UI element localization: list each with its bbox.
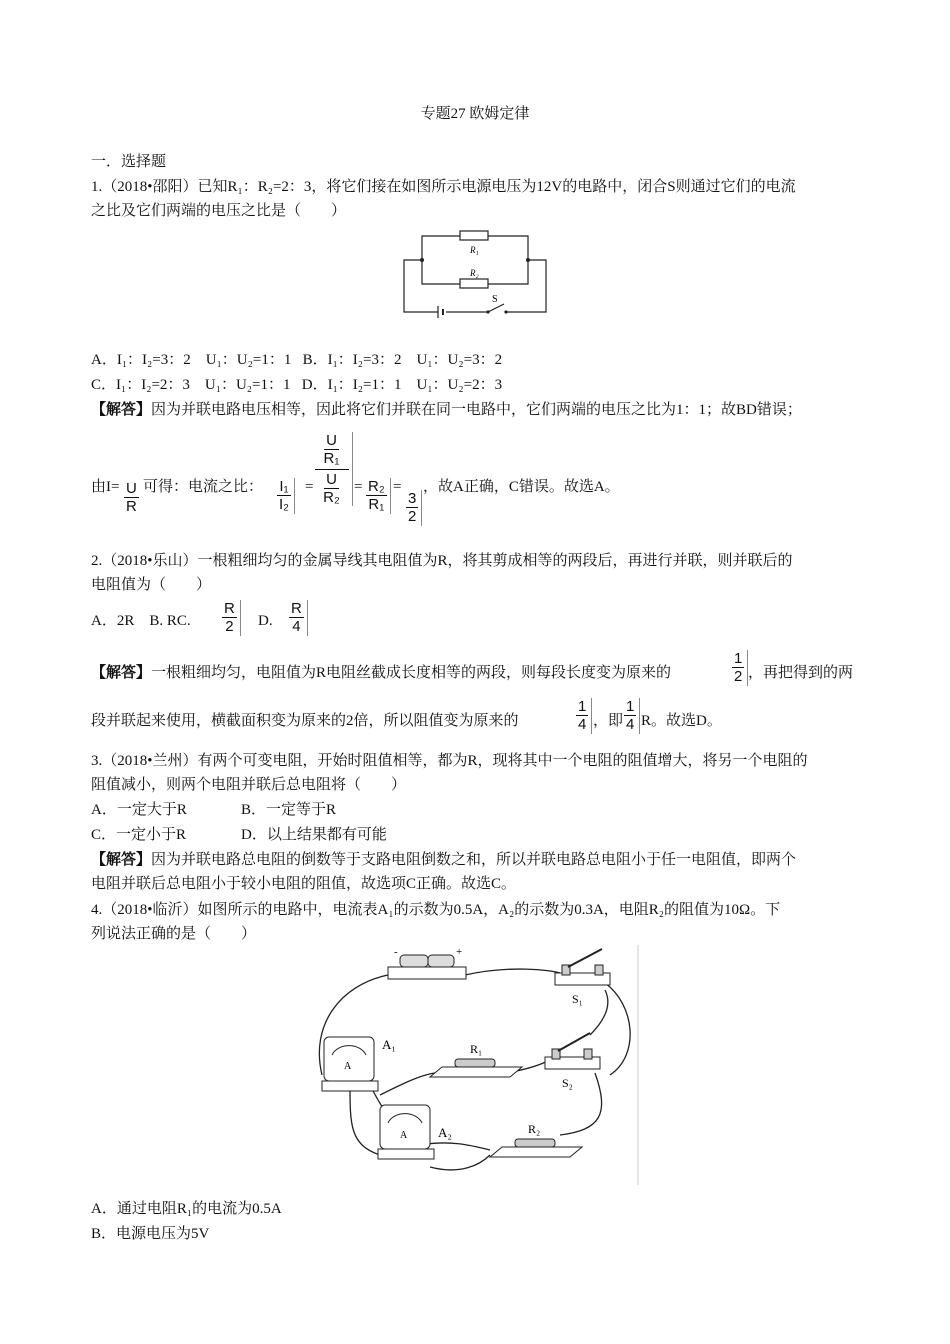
frac-numerator: 1 [734, 650, 743, 667]
q1-ans-prefix: 由I= [91, 479, 120, 495]
q2-answer-text1: 一根粗细均匀，电阻值为R电阻丝截成长度相等的两段，则每段长度变为原来的 [151, 665, 672, 681]
q1-frac-u-over-r1 [320, 432, 345, 468]
q2-option-c-frac[interactable] [220, 600, 241, 636]
q3-option-c[interactable]: C．一定小于R [91, 827, 187, 843]
q4-fig-plus: + [456, 946, 463, 958]
section-heading: 一．选择题 [91, 154, 167, 170]
q3-stem-line1: 3.（2018•兰州）有两个可变电阻，开始时阻值相等，都为R，现将其中一个电阻的阻值增大，将另一个电阻的 [91, 753, 808, 769]
q3-option-b[interactable]: B．一定等于R [241, 802, 337, 818]
q1-fig-switch-label: S [492, 294, 498, 305]
q2-answer-tag: 【解答】 [91, 665, 152, 681]
frac-denominator: 4 [626, 716, 635, 734]
q3-options-row1 [91, 799, 871, 821]
q4-stem-line1: 4.（2018•临沂）如图所示的电路中，电流表A₁的示数为0.5A，A₂的示数为0.3A，电阻R₂的阻值为10Ω。下 [91, 902, 781, 918]
page-title: 专题27 欧姆定律 [420, 106, 530, 122]
q2-option-d[interactable]: D. [258, 613, 273, 629]
q4-fig-meter1-glyph: A [344, 1061, 352, 1072]
q4-fig-s1: S₁ [572, 992, 583, 1006]
q1-options-row1 [91, 349, 871, 371]
q1-eq-1: = [305, 479, 314, 495]
q1-frac-r2-over-r1 [364, 478, 391, 514]
q2-options [91, 598, 871, 644]
q3-answer-line1 [91, 849, 871, 871]
frac-denominator: 2 [225, 618, 234, 636]
q1-answer-text1: 因为并联电路电压相等，因此将它们并联在同一电路中，它们两端的电压之比为1：1；故BD错误； [151, 402, 802, 418]
q2-answer-line1 [91, 650, 871, 692]
q4-option-b[interactable]: B．电源电压为5V [91, 1226, 210, 1242]
frac-numerator: R₂ [368, 478, 385, 495]
q2-answer-mid: ，即 [593, 713, 624, 729]
q1-fig-r1-label: R₁ [470, 245, 479, 255]
q3-answer-line2: 电阻并联后总电阻小于较小电阻的阻值，故选项C正确。故选C。 [91, 876, 517, 892]
q3-answer-text1: 因为并联电路总电阻的倒数等于支路电阻倒数之和，所以并联电路总电阻小于任一电阻值，即两个 [151, 852, 797, 868]
q4-fig-meter2-glyph: A [400, 1130, 408, 1141]
q1-stem-line2: 之比及它们两端的电压之比是（ ） [91, 203, 347, 219]
frac-denominator: 2 [734, 668, 743, 686]
q1-answer-line1 [91, 399, 871, 421]
frac-numerator: 1 [626, 698, 635, 715]
q3-options-row2 [91, 824, 871, 846]
q2-answer-text2: 段并联起来使用，横截面积变为原来的2倍，所以阻值变为原来的 [91, 713, 519, 729]
q4-stem-line2: 列说法正确的是（ ） [91, 926, 257, 942]
q1-frac-3-over-2 [404, 490, 422, 526]
q1-complex-fraction [315, 432, 353, 506]
frac-denominator: 4 [292, 618, 301, 636]
frac-numerator: I₁ [279, 478, 289, 495]
frac-numerator: R [224, 600, 235, 617]
frac-denominator: R₂ [323, 488, 340, 506]
q4-fig-s2: S₂ [562, 1076, 573, 1090]
q2-frac-half [730, 650, 748, 686]
q1-circuit-diagram [400, 226, 552, 328]
q1-option-a[interactable]: A．I₁：I₂=3：2 U₁：U₂=1：1 [91, 352, 292, 368]
frac-numerator: U [126, 480, 137, 497]
frac-denominator: R [126, 498, 137, 516]
q1-options-row2 [91, 374, 871, 396]
q1-stem-line1: 1.（2018•邵阳）已知R₁：R₂=2：3，将它们接在如图所示电源电压为12V的电路中，闭合S则通过它们的电流 [91, 179, 796, 195]
q1-frac-u-over-r2 [319, 471, 345, 507]
q3-stem-line2: 阻值减小，则两个电阻并联后总电阻将（ ） [91, 777, 407, 793]
q4-fig-r2: R₂ [528, 1122, 541, 1136]
frac-denominator: I₂ [279, 496, 289, 514]
frac-numerator: U [326, 432, 337, 449]
q2-answer-post: R。故选D。 [641, 713, 722, 729]
frac-numerator: 3 [408, 490, 417, 507]
q2-option-d-frac[interactable] [287, 600, 308, 636]
q3-answer-tag: 【解答】 [91, 852, 152, 868]
q1-answer-tag: 【解答】 [91, 402, 152, 418]
q2-stem-line1: 2.（2018•乐山）一根粗细均匀的金属导线其电阻值为R，将其剪成相等的两段后，再进行并联，则并联后的 [91, 553, 793, 569]
q4-fig-r1: R₁ [470, 1042, 483, 1056]
fraction-bar [315, 469, 349, 470]
q3-option-a[interactable]: A．一定大于R [91, 802, 187, 818]
q4-fig-a2: A₂ [438, 1125, 452, 1140]
frac-numerator: 1 [578, 698, 587, 715]
frac-numerator: U [326, 470, 337, 488]
q4-option-a[interactable]: A．通过电阻R₁的电流为0.5A [91, 1201, 282, 1217]
q2-answer-text1-post: ，再把得到的两 [748, 665, 854, 681]
frac-numerator: R [291, 600, 302, 617]
q1-option-b[interactable]: B．I₁：I₂=3：2 U₁：U₂=3：2 [302, 352, 503, 368]
q1-option-d[interactable]: D．I₁：I₂=1：1 U₁：U₂=2：3 [301, 377, 503, 393]
q4-circuit-photo [310, 945, 640, 1185]
q3-option-d[interactable]: D．以上结果都有可能 [241, 827, 387, 843]
frac-denominator: R₁ [323, 450, 340, 468]
q1-eq-3: = [393, 479, 402, 495]
frac-denominator: R₁ [368, 496, 385, 514]
frac-denominator: 2 [408, 508, 417, 526]
q4-fig-minus: - [394, 946, 398, 958]
q4-fig-a1: A₁ [382, 1037, 396, 1052]
q2-options-ab[interactable]: A．2R B. RC. [91, 613, 191, 629]
q2-frac-quarter-2 [622, 698, 640, 734]
q1-ans-mid: 可得：电流之比： [143, 479, 264, 495]
frac-denominator: 4 [578, 716, 587, 734]
q1-eq-2: = [354, 479, 363, 495]
q1-option-c[interactable]: C．I₁：I₂=2：3 U₁：U₂=1：1 [91, 377, 291, 393]
q1-answer-line2 [91, 432, 871, 536]
q1-ans-suffix: ，故A正确，C错误。故选A。 [423, 479, 620, 495]
q2-frac-quarter-1 [574, 698, 592, 734]
q2-answer-line2 [91, 698, 871, 740]
q1-fig-r2-label: R₂ [470, 268, 479, 278]
q1-frac-i1-over-i2 [275, 478, 295, 514]
q1-frac-u-over-r [122, 480, 142, 516]
q2-stem-line2: 电阻值为（ ） [91, 577, 212, 593]
